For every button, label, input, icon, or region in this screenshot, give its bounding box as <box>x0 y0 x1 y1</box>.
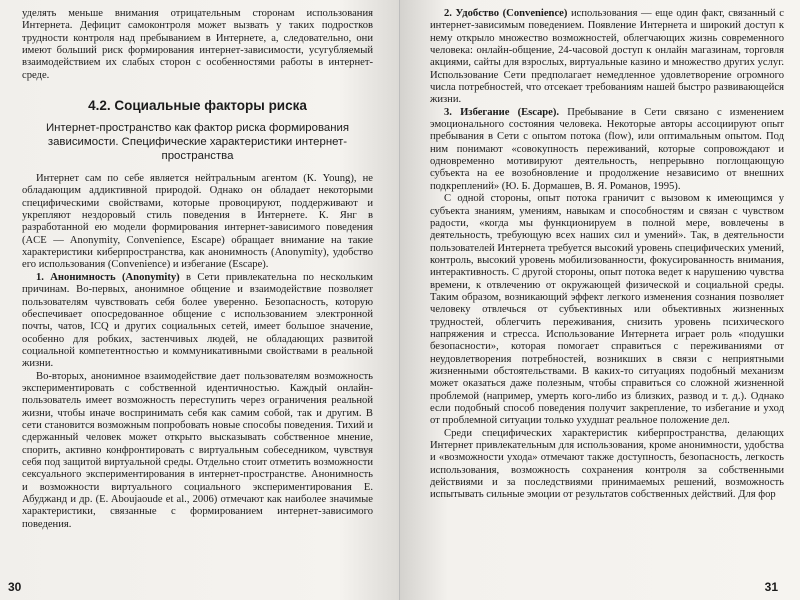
intro-paragraph: уделять меньше внимания отрицательным сторонам использования Интернета. Дефицит самоконтроля может вызвать у таких подростков трудности контроля над пребыванием в Интернете, а, следовательно, они имеют больший риск формирования интернет-зависимости, усугубляемый взаимодействием их слабых сторон с особенностями работы в интернет-среде. <box>22 8 373 81</box>
paragraph-convenience <box>430 8 784 107</box>
paragraph: Интернет сам по себе является нейтральным агентом (К. Young), не обладающим аддиктивной природой. Однако он обладает некоторыми специфическими свойствами, которые провоцируют, поддерживают и укрепляют нездоровый стиль поведения в Интернете. К. Янг в разработанной ею модели формирования интернет-зависимого поведения (ACE — Anonymity, Convenience, Escape) обращает внимание на такие характеристики киберпространства, как анонимность (Anonymity), удобство его использования (Convenience) и избегание (Escape). <box>22 173 373 271</box>
paragraph-anonymity <box>22 272 373 371</box>
paragraph-text: Пребывание в Сети связано с изменением эмоционального состояния человека. Некоторые авторы ассоциируют опыт пребывания в Сети с опытом потока (flow), или оптимальным опытом. Под ним понимают «совокупность переживаний, которые сопровождают и одновременно мотивируют деятельность, непрерывно поглощающую субъекта на ее возобновление и продолжение независимо от внешних подкреплений» (Ю. Б. Дормашев, В. Я. Романов, 1995). <box>430 106 784 192</box>
term-convenience: 2. Удобство (Convenience) <box>444 8 568 19</box>
paragraph-escape <box>430 107 784 193</box>
page-number: 31 <box>764 580 778 594</box>
term-escape: 3. Избегание (Escape). <box>444 106 560 118</box>
paragraph: Во-вторых, анонимное взаимодействие дает пользователям возможность экспериментировать с собственной идентичностью. Каждый онлайн-пользователь имеет возможность переступить через ограничения реальной жизни, чтобы иначе воспринимать себя как самим собой, так и другим. В сети становится возможным попробовать новые способы поведения. Тихий и сдержанный человек может открыто высказывать собственное мнение, спорить, активно конфронтировать с виртуальным собеседником, чувствуя себя под защитой виртуальной среды. Отдельно стоит отметить возможности сексуального экспериментирования в интернет-пространстве. Анонимность и возможности виртуального социального экспериментирования Е. Абуджанд и др. (E. Aboujaoude et al., 2006) отмечают как наиболее значимые характеристики, связанные с формированием интернет-зависимого поведения. <box>22 370 373 530</box>
paragraph: С одной стороны, опыт потока граничит с вызовом к имеющимся у субъекта знаниям, умениям, навыкам и способностям и связан с чувством радости, «когда мы функционируем в полной мере, вовлечены в деятельность, требующую всех наших сил и умений». Так, в деятельности пользователей Интернета требуется высокий уровень специфических умений, контроль, высокий уровень мобилизованности, фокусированность внимания, интерактивность. С другой стороны, опыт потока ведет к нарушению чувства времени, к отвлечению от окружающей физической и социальной среды. Таким образом, возникающий эффект легкого изменения сознания позволяет человеку отвлечься от субъективных или объективных жизненных трудностей, облегчить переживания, снизить уровень психического напряжения и стресса. Использование Интернета играет роль «подушки безопасности», которая помогает справиться с переживаниями от неудовлетворения потребностей, возникших в связи с неприятными жизненными обстоятельствами. В каких-то ситуациях подобный механизм может оказаться даже полезным, чтобы справиться со сложной жизненной проблемой (например, умерть кого-либо из близких, развод и т. д.). Однако если подобный способ поведения получит закрепление, то избегание и уход от проблемной ситуации только ухудшат реальное положение дел. <box>430 193 784 427</box>
paragraph-text: в Сети привлекательна по нескольким причинам. Во-первых, анонимное общение и взаимодействие позволяет пользователям чувствовать себя более уверенно. Безопасность, которую обеспечивает опосредованное общение с использованием электронной почты, чатов, ICQ и других социальных сетей, имеет большое значение, особенно для робких, застенчивых людей, не обладающих развитой социальной компетентностью и коммуникативными свойствами в реальной жизни. <box>22 271 373 370</box>
paragraph-text: использования — еще один факт, связанный с интернет-зависимым поведением. Появление Интернета и широкий доступ к нему открыло множество возможностей, облегчающих жизнь современного человека: онлайн-общение, 24-часовой доступ к онлайн магазинам, торговля акциями, сайты для взрослых, виртуальные казино и множество других услуг. Использование Сети предполагает немедленное удовлетворение огромного числа потребностей, что отсекает требованиям нашей быстро развивающейся жизни. <box>430 8 784 106</box>
section-heading: 4.2. Социальные факторы риска <box>88 98 307 114</box>
right-page <box>400 0 800 600</box>
paragraph: Среди специфических характеристик киберпространства, делающих Интернет привлекательным для использования, кроме анонимности, удобства и «возможности ухода» отмечают также доступность, безопасность, легкость использования, возможность сохранения контроля за собственными действиями и за последствиями принимаемых решений, возможность испытывать сильные эмоции от результатов собственных действий. Для фор <box>430 427 784 501</box>
page-number: 30 <box>8 580 22 594</box>
term-anonymity: 1. Анонимность (Anonymity) <box>36 271 180 283</box>
section-subtitle: Интернет-пространство как фактор риска формирования зависимости. Специфические характеристики интернет-пространства <box>45 122 350 163</box>
